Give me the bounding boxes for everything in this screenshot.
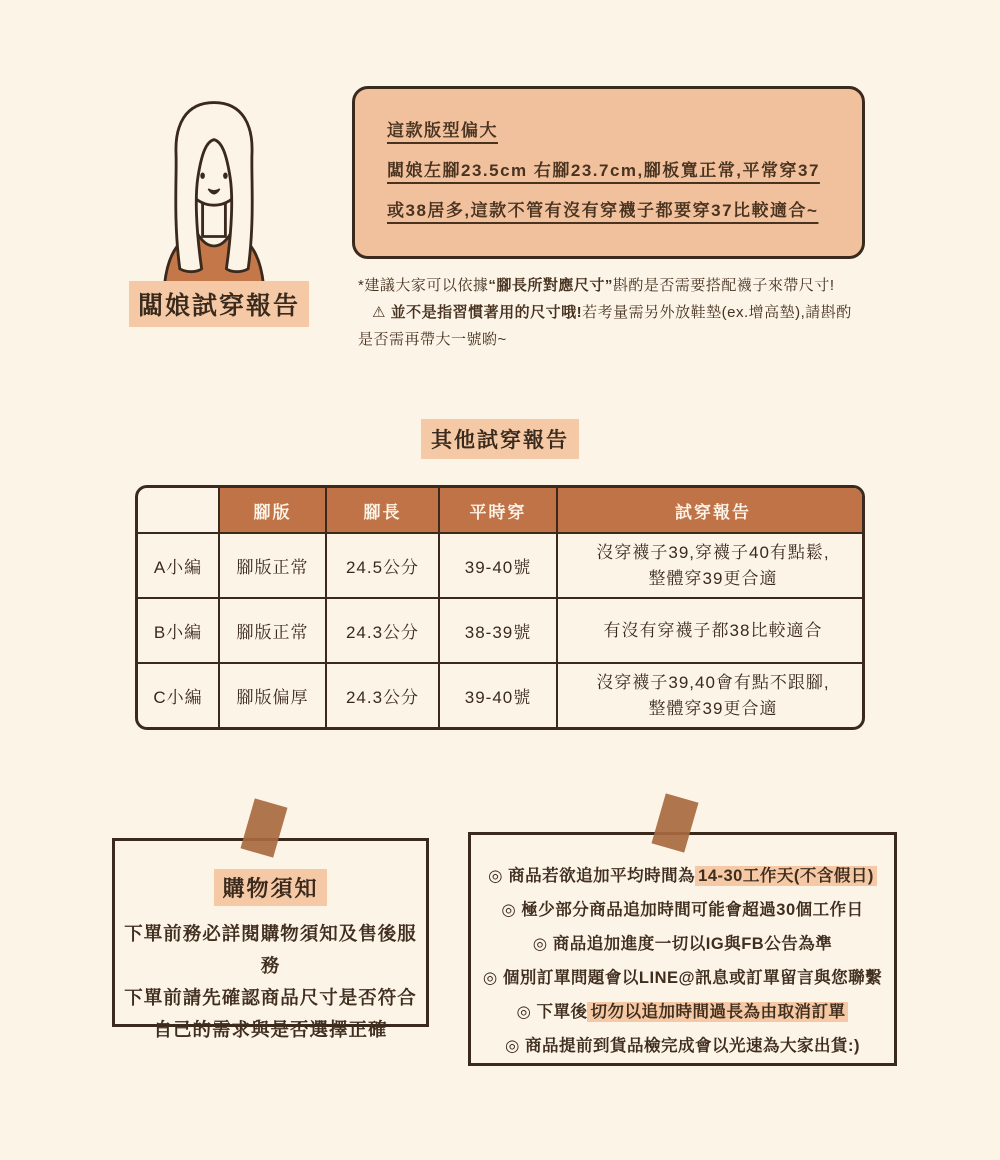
header-foot-length: 腳長 [326, 488, 439, 533]
foot-length-cell: 24.3公分 [326, 598, 439, 663]
foot-length-cell: 24.5公分 [326, 533, 439, 598]
order-note-item [471, 893, 894, 927]
shopping-notice-body [115, 918, 426, 1046]
shopping-notice-line: 自己的需求與是否選擇正確 [153, 1019, 388, 1040]
shopping-notice-box [112, 838, 429, 1040]
foot-length-cell: 24.3公分 [326, 663, 439, 727]
shopping-notice-line: 下單前務必詳閱購物須知及售後服務 [124, 923, 417, 976]
order-note-item [471, 1029, 894, 1063]
table-header-row [138, 488, 865, 533]
header-foot-shape: 腳版 [219, 488, 326, 533]
order-note-item [471, 961, 894, 995]
sizing-note-line-2 [358, 299, 883, 326]
order-note-text: ◎ 下單後 [516, 1003, 588, 1021]
boss-lady-avatar-icon [138, 90, 290, 288]
order-note-text: ◎ 商品追加進度一切以IG與FB公告為準 [532, 935, 833, 953]
table-row [138, 533, 865, 598]
warning-icon: ⚠ [372, 304, 386, 321]
note-rest: 若考量需另外放鞋墊(ex.增高墊),請斟酌 [582, 304, 852, 321]
shopping-notice-line: 下單前請先確認商品尺寸是否符合 [124, 987, 417, 1008]
reporter-title-label: 闆娘試穿報告 [129, 281, 309, 327]
note-quoted: “腳長所對應尺寸” [488, 277, 613, 294]
usual-size-cell: 38-39號 [439, 598, 557, 663]
usual-size-cell: 39-40號 [439, 663, 557, 727]
report-cell [557, 663, 865, 727]
fit-report-table [135, 485, 865, 730]
note-post: 斟酌是否需要搭配襪子來帶尺寸! [612, 277, 835, 294]
usual-size-cell: 39-40號 [439, 533, 557, 598]
order-note-highlight: 14-30工作天(不含假日) [695, 866, 877, 886]
foot-shape-cell: 腳版正常 [219, 598, 326, 663]
order-note-text: ◎ 個別訂單問題會以LINE@訊息或訂單留言與您聯繫 [482, 969, 883, 987]
report-line: 整體穿39更合適 [648, 568, 778, 588]
table-row [138, 598, 865, 663]
editor-cell: A小編 [138, 533, 219, 598]
report-line: 沒穿襪子39,穿襪子40有點鬆, [596, 542, 830, 562]
order-note-item [471, 859, 894, 893]
sizing-note-line-3: 是否需再帶大一號喲~ [358, 331, 507, 348]
sizing-note [358, 272, 883, 353]
foot-shape-cell: 腳版偏厚 [219, 663, 326, 727]
order-note-highlight: 切勿以追加時間過長為由取消訂單 [587, 1002, 848, 1022]
table-row [138, 663, 865, 727]
report-cell [557, 598, 865, 663]
order-note-text: ◎ 極少部分商品追加時間可能會超過30個工作日 [501, 901, 864, 919]
order-note-text: ◎ 商品若欲追加平均時間為 [488, 867, 696, 885]
order-notes-box [468, 832, 897, 1066]
bubble-line-1: 這款版型偏大 [387, 121, 498, 140]
bubble-line-2: 闆娘左腳23.5cm 右腳23.7cm,腳板寬正常,平常穿37 [387, 161, 820, 180]
header-report: 試穿報告 [557, 488, 865, 533]
editor-cell: C小編 [138, 663, 219, 727]
report-line: 沒穿襪子39,40會有點不跟腳, [596, 672, 830, 692]
foot-shape-cell: 腳版正常 [219, 533, 326, 598]
note-bold: 並不是指習慣著用的尺寸哦! [385, 304, 583, 321]
report-cell [557, 533, 865, 598]
order-note-text: ◎ 商品提前到貨品檢完成會以光速為大家出貨:) [505, 1037, 860, 1055]
other-reports-title: 其他試穿報告 [421, 419, 579, 459]
editor-cell: B小編 [138, 598, 219, 663]
shopping-notice-title: 購物須知 [214, 869, 326, 906]
order-note-item [471, 995, 894, 1029]
header-empty-cell [138, 488, 219, 533]
order-note-item [471, 927, 894, 961]
sizing-note-line-1 [358, 272, 883, 299]
report-line: 整體穿39更合適 [648, 698, 778, 718]
header-usual-size: 平時穿 [439, 488, 557, 533]
fit-report-bubble [352, 86, 865, 259]
bubble-line-3: 或38居多,這款不管有沒有穿襪子都要穿37比較適合~ [387, 201, 819, 220]
report-line: 有沒有穿襪子都38比較適合 [603, 620, 823, 640]
note-pre: *建議大家可以依據 [358, 277, 489, 294]
